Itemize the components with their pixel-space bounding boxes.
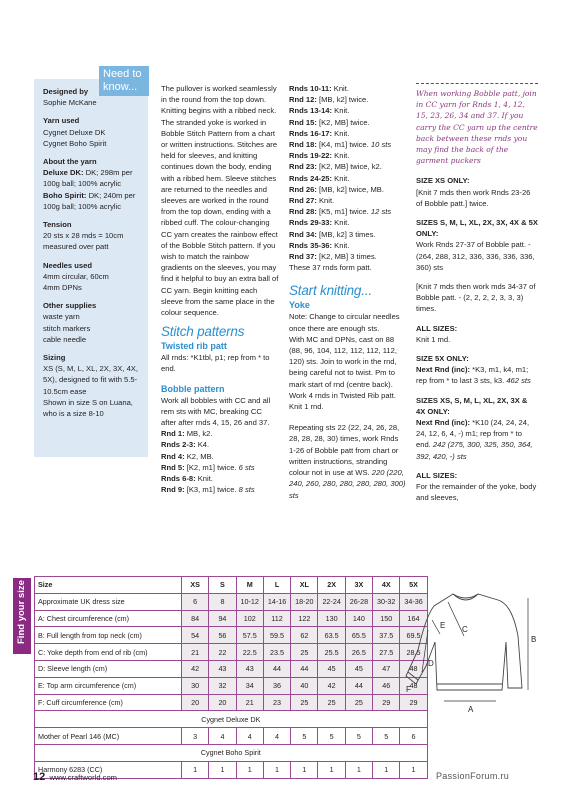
instruction-text: Knit.	[316, 196, 335, 206]
label-b: B	[531, 635, 537, 644]
instruction-label: Rnds 13-14:	[289, 106, 333, 116]
table-cell: 27.5	[373, 644, 400, 661]
yarn-name: Cygnet Boho Spirit	[35, 744, 428, 761]
table-row	[35, 610, 428, 627]
instruction-row	[289, 105, 407, 116]
table-cell: 25	[318, 694, 345, 711]
table-cell: 25.5	[318, 644, 345, 661]
table-cell: 22	[209, 644, 236, 661]
instruction-row	[289, 240, 407, 251]
instruction-label: Rnds 16-17:	[289, 128, 333, 138]
table-cell: 6	[182, 593, 209, 610]
supply-3: cable needle	[43, 334, 87, 344]
table-row	[35, 694, 428, 711]
row-label: A: Chest circumference (cm)	[35, 610, 182, 627]
table-cell: 65.5	[345, 627, 372, 644]
table-cell: 5	[291, 728, 318, 745]
table-cell: 48	[400, 677, 427, 694]
sizes-2-body: *K10 (24, 24, 24, 24, 12, 6, 4, -) m1; rep from * to end.	[416, 418, 530, 450]
shown-text: Shown in size S on Luana, who is a size 8-10	[43, 397, 133, 419]
instruction-text: Knit.	[332, 240, 350, 250]
instruction-label: Rnds 10-11:	[289, 84, 332, 93]
tag-line-1: Need to	[103, 68, 142, 80]
instruction-label: Rnd 9:	[161, 485, 185, 495]
size-5x-tail: 462 sts	[506, 376, 531, 386]
instruction-text: K2, MB.	[184, 451, 214, 461]
table-cell: 3X	[345, 577, 372, 594]
table-cell: 5	[345, 728, 372, 745]
supply-2: stitch markers	[43, 323, 91, 333]
instruction-row	[161, 473, 279, 484]
instruction-label: Rnd 26:	[289, 184, 317, 194]
instruction-row	[161, 484, 279, 495]
instruction-label: Rnds 2-3:	[161, 440, 196, 450]
table-cell: 20	[182, 694, 209, 711]
table-cell: 1	[291, 761, 318, 778]
table-cell: 4	[209, 728, 236, 745]
table-cell: 84	[182, 610, 209, 627]
instruction-text: K4.	[195, 440, 210, 450]
yarn-name: Cygnet Deluxe DK	[35, 711, 428, 728]
instruction-label: Rnd 23:	[289, 162, 317, 172]
twisted-rib-title: Twisted rib patt	[161, 341, 227, 352]
table-cell: 1	[318, 761, 345, 778]
table-cell: 5	[318, 728, 345, 745]
table-cell: 30-32	[373, 593, 400, 610]
table-cell: 30	[182, 677, 209, 694]
table-cell: M	[236, 577, 263, 594]
row-label: E: Top arm circumference (cm)	[35, 677, 182, 694]
table-cell: 5X	[400, 577, 427, 594]
table-cell: 21	[236, 694, 263, 711]
bobble-rows-cont	[289, 83, 407, 262]
sizes-2-title: SIZES XS, S, M, L, XL, 2X, 3X & 4X ONLY:	[416, 395, 528, 416]
instruction-text: [MB, k2] twice.	[316, 95, 369, 105]
instruction-label: Rnd 37:	[289, 252, 317, 262]
row-label: Size	[35, 577, 182, 594]
table-cell: 130	[318, 610, 345, 627]
instruction-text: [K2, m1] twice.	[184, 462, 239, 472]
about-boho	[43, 190, 147, 212]
sizes-2-label: Next Rnd (inc):	[416, 418, 470, 428]
sizing-text: XS (S, M, L, XL, 2X, 3X, 4X, 5X), designed to fit with 5.5-10.5cm ease	[43, 364, 138, 396]
table-cell: 40	[291, 677, 318, 694]
instruction-row	[289, 251, 407, 262]
site-url: www.craftworld.com	[49, 773, 117, 782]
all-sizes-2-text: For the remainder of the yoke, body and sleeves,	[416, 482, 537, 503]
size-xs-title: SIZE XS ONLY:	[416, 176, 470, 186]
size-table	[34, 576, 428, 779]
instruction-tail: 8 sts	[238, 485, 255, 495]
instruction-label: Rnds 6-8:	[161, 474, 196, 484]
table-cell: 140	[345, 610, 372, 627]
needles-title: Needles used	[43, 260, 92, 270]
bobble-rows	[161, 428, 279, 495]
yarn-title: Yarn used	[43, 116, 80, 126]
sizes-multi-title: SIZES S, M, L, XL, 2X, 3X, 4X & 5X ONLY:	[416, 218, 538, 239]
watermark: PassionForum.ru	[436, 771, 510, 781]
table-cell: 42	[182, 660, 209, 677]
instruction-text: [K3, m1] twice.	[184, 485, 239, 495]
sizes-2-tail: 242 (275, 300, 325, 350, 364, 392, 420, -) sts	[416, 440, 533, 461]
table-cell: 28.5	[400, 644, 427, 661]
repeat-text	[289, 422, 407, 500]
table-cell: 1	[209, 761, 236, 778]
instruction-label: Rnd 5:	[161, 462, 185, 472]
instruction-text: [K2, MB] twice.	[316, 117, 370, 127]
column-2	[161, 83, 279, 496]
table-cell: 10-12	[236, 593, 263, 610]
instruction-text: Knit.	[332, 128, 350, 138]
instruction-text: Knit.	[332, 106, 350, 116]
instruction-text: [K2, MB] twice, k2.	[316, 162, 382, 172]
label-c: C	[462, 625, 468, 634]
patt-note: These 37 rnds form patt.	[289, 263, 372, 273]
instruction-label: Rnd 28:	[289, 207, 317, 217]
table-cell: 43	[236, 660, 263, 677]
table-cell: 21	[182, 644, 209, 661]
sizing-title: Sizing	[43, 353, 66, 363]
instruction-text: [MB, k2] twice, MB.	[316, 184, 384, 194]
intro-text: The pullover is worked seamlessly in the round from the top down. Knitting begins with a ribbed neck. The stranded yoke is worked in Bobble Stitch Pattern from a chart or written instructions. Stitches are held for sleeves, and knitting continues down the body, ending with a ribbed hem. Sleeve stitches are returned to the needles and sleeves are worked in the round from the top down, ending with a ribbed cuff. The colour-changing CC yarn creates the rainbow effect of the Bobble Stitch pattern. If you wish to match the rainbow gradients on the sleeves, you may find it helpful to buy an extra ball of CC yarn. Begin knitting each sleeve from the same place in the colour sequence.	[161, 84, 279, 318]
find-your-size-label: Find your size	[16, 580, 27, 644]
needle-2: 4mm DPNs	[43, 283, 82, 293]
deluxe-label: Deluxe DK:	[43, 168, 84, 178]
size-5x-label: Next Rnd (inc):	[416, 365, 470, 375]
instruction-text: [K2, MB] 3 times.	[316, 252, 377, 262]
table-cell: 1	[263, 761, 290, 778]
instruction-text: Knit.	[331, 84, 349, 93]
yarn-2: Cygnet Boho Spirit	[43, 138, 107, 148]
bobble-pattern-text: Work all bobbles with CC and all rem sts with MC, breaking CC after after rnds 4, 15, 26 and 37.	[161, 395, 271, 428]
table-cell: XL	[291, 577, 318, 594]
table-cell: 37.5	[373, 627, 400, 644]
table-cell: 29	[373, 694, 400, 711]
measure-e	[432, 620, 440, 634]
table-cell: 22-24	[318, 593, 345, 610]
table-row	[35, 677, 428, 694]
instruction-text: [MB, k2] 3 times.	[316, 229, 376, 239]
instruction-row	[289, 161, 407, 172]
bobble-pattern-title: Bobble pattern	[161, 383, 225, 394]
page-footer	[33, 771, 117, 783]
table-cell: 44	[291, 660, 318, 677]
instruction-row	[161, 439, 279, 450]
instruction-label: Rnds 19-22:	[289, 151, 333, 161]
instruction-row	[289, 206, 407, 217]
instruction-text: Knit.	[332, 151, 350, 161]
table-row	[35, 577, 428, 594]
table-cell: 48	[400, 660, 427, 677]
label-d: D	[428, 659, 434, 668]
table-cell: L	[263, 577, 290, 594]
sweater-diagram	[404, 576, 539, 724]
table-cell: 32	[209, 677, 236, 694]
table-cell: 4X	[373, 577, 400, 594]
repeat-tail: 220 (220, 240, 260, 280, 280, 280, 280, 300) sts	[289, 468, 406, 500]
table-cell: 23.5	[263, 644, 290, 661]
repeat-body: Repeating sts 22 (22, 24, 26, 28, 28, 28, 28, 30) times, work Rnds 1-26 of Bobble patt from chart or written instructions, stranding colour not in use at WS.	[289, 423, 400, 478]
sidebar-body	[43, 86, 147, 419]
table-cell: 34	[236, 677, 263, 694]
stitch-patterns-heading: Stitch patterns	[161, 324, 245, 340]
about-deluxe	[43, 167, 147, 189]
instruction-text: Knit.	[332, 173, 350, 183]
tension-text: 20 sts x 28 mds = 10cm measured over patt	[43, 231, 124, 252]
table-cell: 25	[291, 694, 318, 711]
table-cell: 25	[345, 694, 372, 711]
instruction-row	[289, 83, 407, 94]
tension-title: Tension	[43, 220, 72, 230]
instruction-label: Rnd 27:	[289, 196, 317, 206]
deluxe-text: DK; 298m per 100g ball; 100% acrylic	[43, 168, 133, 189]
table-cell: 62	[291, 627, 318, 644]
instruction-label: Rnd 15:	[289, 117, 317, 127]
table-cell: 150	[373, 610, 400, 627]
table-cell: 25	[291, 644, 318, 661]
supply-1: waste yarn	[43, 312, 80, 322]
row-label: Mother of Pearl 146 (MC)	[35, 728, 182, 745]
table-cell: 4	[236, 728, 263, 745]
table-cell: 57.5	[236, 627, 263, 644]
yoke-cast-on: With MC and DPNs, cast on 88 (88, 96, 104, 112, 112, 112, 112, 120) sts. Join to work in the rnd, being careful not to twist. Pm to mark start of rnd (centre back). Work 4 rnds in Twisted Rib patt. Knit 1 rnd.	[289, 334, 397, 412]
sizes-multi-text-2: [Knit 7 mds then work mds 34-37 of Bobble patt. - (2, 2, 2, 2, 3, 3, 3) times.	[416, 282, 536, 314]
instruction-label: Rnd 18:	[289, 140, 317, 150]
instruction-row	[289, 94, 407, 105]
label-e: E	[440, 621, 446, 630]
row-label: B: Full length from top neck (cm)	[35, 627, 182, 644]
table-cell: 43	[209, 660, 236, 677]
all-sizes-text: Knit 1 md.	[416, 334, 451, 344]
table-cell: 26.5	[345, 644, 372, 661]
instruction-tail: 6 sts	[238, 462, 255, 472]
instruction-row	[289, 128, 407, 139]
table-cell: 2X	[318, 577, 345, 594]
needle-1: 4mm circular, 60cm	[43, 271, 109, 281]
table-row	[35, 593, 428, 610]
instruction-row	[289, 117, 407, 128]
instruction-row	[161, 462, 279, 473]
instruction-label: Rnd 4:	[161, 451, 185, 461]
row-label: Harmony 6283 (CC)	[35, 761, 182, 778]
instruction-label: Rnd 12:	[289, 95, 317, 105]
instruction-row	[289, 184, 407, 195]
table-cell: 46	[373, 677, 400, 694]
table-cell: 6	[400, 728, 427, 745]
table-cell: 20	[209, 694, 236, 711]
size-xs-text: [Knit 7 mds then work Rnds 23-26 of Bobble patt.] twice.	[416, 187, 531, 208]
instruction-text: MB, k2.	[184, 429, 213, 439]
table-cell: 8	[209, 593, 236, 610]
yoke-note: Note: Change to circular needles once there are enough sts.	[289, 312, 400, 333]
size-5x-text	[416, 364, 538, 386]
table-cell: 3	[182, 728, 209, 745]
size-5x-title: SIZE 5X ONLY:	[416, 354, 469, 364]
supplies-title: Other supplies	[43, 301, 97, 311]
table-cell: 164	[400, 610, 427, 627]
table-cell: 44	[263, 660, 290, 677]
table-row	[35, 644, 428, 661]
sizes-2-text	[416, 417, 538, 462]
table-cell: 1	[345, 761, 372, 778]
twisted-rib-text: All rnds: *K1tbl, p1; rep from * to end.	[161, 353, 270, 374]
yarn-1: Cygnet Deluxe DK	[43, 127, 106, 137]
table-cell: 63.5	[318, 627, 345, 644]
row-label: D: Sleeve length (cm)	[35, 660, 182, 677]
table-cell: 44	[345, 677, 372, 694]
table-cell: 1	[182, 761, 209, 778]
instruction-tail: 12 sts	[370, 207, 392, 217]
table-cell: 94	[209, 610, 236, 627]
table-cell: 36	[263, 677, 290, 694]
about-title: About the yarn	[43, 157, 97, 167]
table-cell: 54	[182, 627, 209, 644]
table-cell: 42	[318, 677, 345, 694]
table-cell: 122	[291, 610, 318, 627]
table-cell: 1	[236, 761, 263, 778]
designer-name: Sophie McKane	[43, 98, 97, 108]
instruction-row	[161, 428, 279, 439]
start-knitting-heading: Start knitting...	[289, 283, 372, 299]
table-cell: 112	[263, 610, 290, 627]
instruction-row	[289, 229, 407, 240]
yarn-row	[35, 744, 428, 761]
table-cell: 26-28	[345, 593, 372, 610]
row-label: F: Cuff circumference (cm)	[35, 694, 182, 711]
instruction-label: Rnds 29-33:	[289, 218, 333, 228]
table-cell: S	[209, 577, 236, 594]
instruction-row	[289, 217, 407, 228]
table-cell: XS	[182, 577, 209, 594]
column-4	[416, 83, 538, 504]
label-f: F	[406, 685, 411, 694]
table-cell: 59.5	[263, 627, 290, 644]
table-cell: 69.5	[400, 627, 427, 644]
yoke-title: Yoke	[289, 300, 310, 311]
instruction-tail: 10 sts	[370, 140, 392, 150]
neckline	[453, 594, 478, 600]
column-3	[289, 83, 407, 501]
table-cell: 56	[209, 627, 236, 644]
instruction-row	[289, 139, 407, 150]
table-row	[35, 728, 428, 745]
table-cell: 34-36	[400, 593, 427, 610]
table-cell: 45	[345, 660, 372, 677]
instruction-text: Knit.	[195, 474, 213, 484]
table-cell: 45	[318, 660, 345, 677]
instruction-row	[289, 195, 407, 206]
table-cell: 1	[400, 761, 427, 778]
instruction-label: Rnds 35-36:	[289, 240, 333, 250]
sweater-outline	[406, 594, 522, 690]
yarn-row	[35, 711, 428, 728]
table-cell: 4	[263, 728, 290, 745]
instruction-row	[289, 150, 407, 161]
table-cell: 29	[400, 694, 427, 711]
table-cell: 102	[236, 610, 263, 627]
size-5x-body: *K3, m1, k4, m1; rep from * to last 3 sts, k3.	[416, 365, 529, 386]
instruction-label: Rnds 24-25:	[289, 173, 333, 183]
instruction-text: [K5, m1] twice.	[316, 207, 371, 217]
boho-label: Boho Spirit:	[43, 190, 87, 200]
all-sizes-2-title: ALL SIZES:	[416, 470, 458, 480]
instruction-row	[161, 451, 279, 462]
table-cell: 22.5	[236, 644, 263, 661]
designer-title: Designed by	[43, 87, 89, 96]
boho-text: DK; 240m per 100g ball; 100% acrylic	[43, 190, 136, 211]
table-cell: 14-16	[263, 593, 290, 610]
instruction-row	[289, 173, 407, 184]
bobble-tip: When working Bobble patt, join in CC yarn for Rnds 1, 4, 12, 15, 23, 26, 34 and 37. If you carry the CC yarn up the centre back between these rnds you may find the back of the garment puckers	[416, 89, 538, 166]
table-cell: 1	[373, 761, 400, 778]
label-a: A	[468, 705, 474, 714]
row-label: Approximate UK dress size	[35, 593, 182, 610]
page-number: 12	[33, 771, 46, 783]
table-row	[35, 627, 428, 644]
tip-divider	[416, 83, 538, 84]
all-sizes-title: ALL SIZES:	[416, 323, 458, 333]
sizes-multi-text: Work Rnds 27-37 of Bobble patt. - (264, 288, 312, 336, 336, 336, 336, 360) sts	[416, 240, 535, 272]
table-cell: 18-20	[291, 593, 318, 610]
table-row	[35, 660, 428, 677]
instruction-label: Rnd 34:	[289, 229, 317, 239]
instruction-label: Rnd 1:	[161, 429, 185, 439]
table-cell: 23	[263, 694, 290, 711]
row-label: C: Yoke depth from end of rib (cm)	[35, 644, 182, 661]
tag-line-2: know...	[103, 80, 138, 93]
table-cell: 47	[373, 660, 400, 677]
instruction-text: [K4, m1] twice.	[316, 140, 371, 150]
instruction-text: Knit.	[332, 218, 350, 228]
table-cell: 5	[373, 728, 400, 745]
